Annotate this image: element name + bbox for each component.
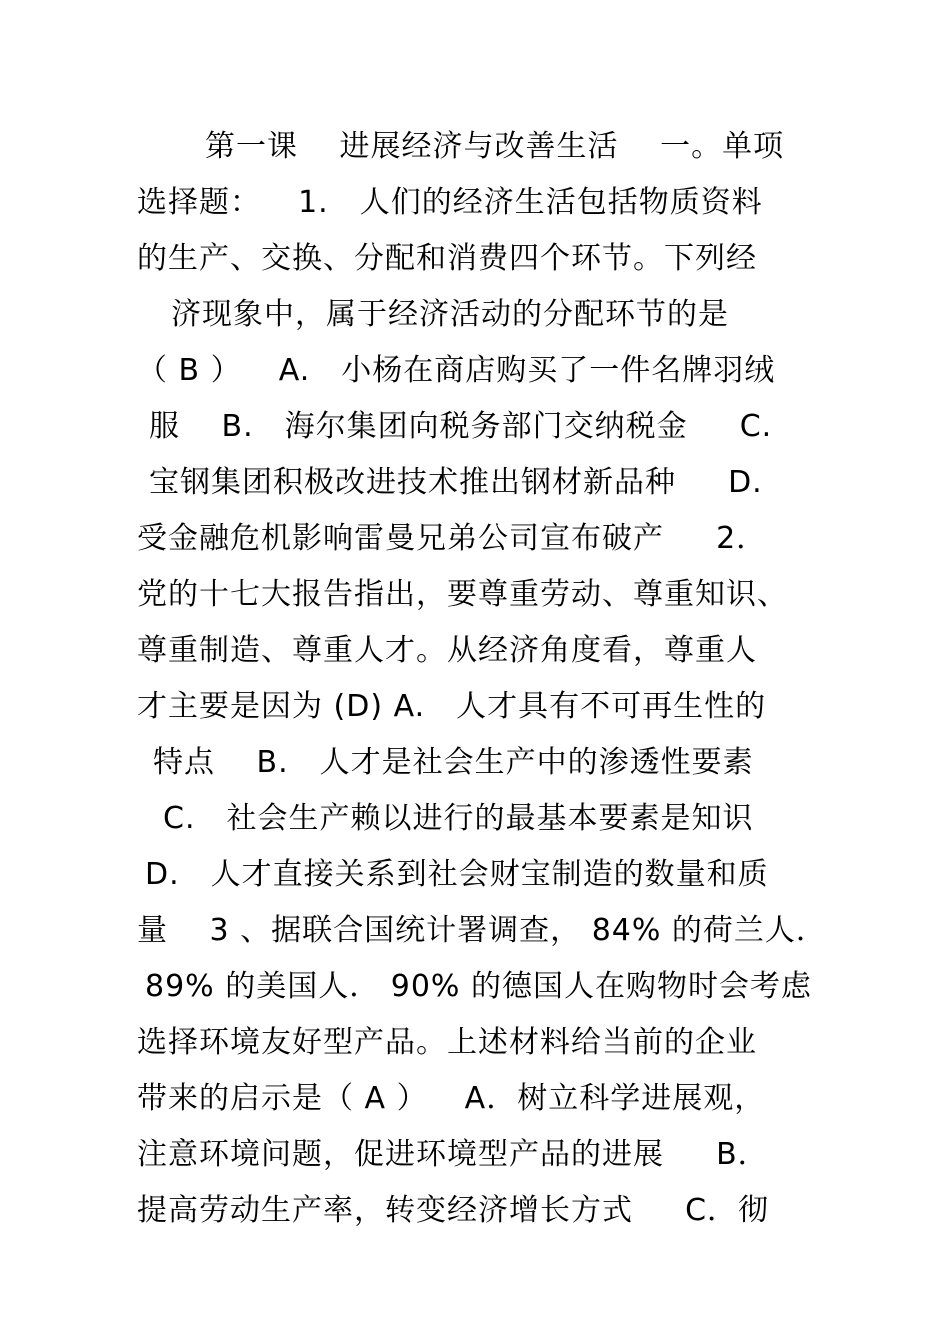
text-line-19: 注意环境问题，促进环境型产品的进展 B．: [137, 1137, 769, 1172]
text-line-8: 受金融危机影响雷曼兄弟公司宣布破产 2．: [137, 521, 768, 556]
text-line-18: 带来的启示是（ A ） A．树立科学进展观，: [137, 1081, 766, 1116]
text-line-20: 提高劳动生产率，转变经济增长方式 C．彻: [137, 1193, 770, 1228]
text-line-9: 党的十七大报告指出，要尊重劳动、尊重知识、: [137, 577, 788, 612]
text-line-4: 济现象中，属于经济活动的分配环节的是: [171, 297, 729, 332]
text-line-15: 量 3 、据联合国统计署调查， 84% 的荷兰人．: [137, 913, 827, 948]
text-line-12: 特点 B. 人才是社会生产中的渗透性要素: [153, 745, 754, 780]
text-line-7: 宝钢集团积极改进技术推出钢材新品种 D.: [149, 465, 763, 500]
text-line-2: 选择题： 1. 人们的经济生活包括物质资料: [137, 185, 763, 220]
text-line-11: 才主要是因为 (D) A. 人才具有不可再生性的: [137, 689, 767, 724]
text-line-6: 服 B. 海尔集团向税务部门交纳税金 C.: [149, 409, 773, 444]
text-line-5: （ B ） A. 小杨在商店购买了一件名牌羽绒: [137, 353, 776, 388]
text-line-14: D. 人才直接关系到社会财宝制造的数量和质: [145, 857, 769, 892]
text-line-16: 89% 的美国人． 90% 的德国人在购物时会考虑: [145, 969, 812, 1004]
text-line-17: 选择环境友好型产品。上述材料给当前的企业: [137, 1025, 757, 1060]
text-line-13: C. 社会生产赖以进行的最基本要素是知识: [163, 801, 754, 836]
text-line-1: 第一课 进展经济与改善生活 一。单项: [205, 129, 785, 164]
text-line-10: 尊重制造、尊重人才。从经济角度看，尊重人: [137, 633, 757, 668]
text-line-3: 的生产、交换、分配和消费四个环节。下列经: [137, 241, 757, 276]
